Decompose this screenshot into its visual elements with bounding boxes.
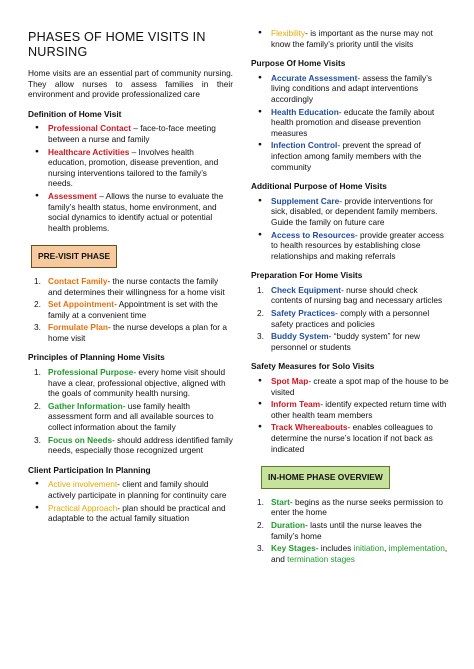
additional-list	[251, 196, 451, 262]
term: Focus on Needs	[48, 434, 113, 445]
term-desc: - prevent the spread of infection among family members with the community	[271, 140, 422, 172]
term: Professional Contact	[48, 123, 131, 134]
term-desc: - plan should be practical and adaptable to the actual family situation	[48, 502, 226, 524]
term-desc: – Involves health education, promotion, disease prevention, and nursing interventions tailored to the family’s needs.	[48, 146, 219, 189]
term: Formulate Plan	[48, 322, 108, 333]
term-desc: - “buddy system” for new personnel or students	[271, 331, 420, 352]
term: Supplement Care	[271, 195, 340, 206]
term: Safety Practices	[271, 308, 336, 319]
term: Accurate Assessment	[271, 72, 358, 83]
stage-implementation: implementation	[388, 543, 445, 554]
definition-list	[28, 123, 233, 233]
principles-heading: Principles of Planning Home Visits	[28, 352, 165, 363]
term-desc: - use family health assessment form and all available sources to collect information about the family	[48, 400, 214, 433]
list-item: 1. Professional Purpose- every home visit should have a clear, professional objective, aligned with the goals of community health nursing.	[34, 367, 226, 399]
list-item: 1. Contact Family- the nurse contacts the family and determines their willingness for a home visit	[34, 275, 225, 297]
left-column	[28, 0, 233, 526]
term: Key Stages	[271, 543, 316, 554]
term: Check Equipment	[271, 284, 342, 295]
term-desc: - create a spot map of the house to be visited	[271, 376, 449, 397]
term: Assessment	[48, 190, 97, 201]
additional-heading: Additional Purpose of Home Visits	[251, 181, 387, 192]
list-item	[251, 422, 451, 454]
list-item	[251, 376, 451, 397]
list-item	[28, 191, 233, 233]
term-desc: - nurse should check contents of nursing bag and necessary articles	[271, 284, 443, 306]
term-desc: - Appointment is set with the family at a convenient time	[48, 299, 218, 320]
term: Buddy System	[271, 331, 329, 342]
definition-heading: Definition of Home Visit	[28, 108, 122, 119]
safety-list	[251, 376, 451, 454]
list-item	[251, 28, 451, 49]
participation-heading: Client Participation In Planning	[28, 464, 151, 475]
term: Professional Purpose	[48, 367, 134, 378]
purpose-list	[251, 73, 451, 172]
list-item	[28, 147, 233, 189]
list-item: 2. Duration- lasts until the nurse leaves the family’s home	[257, 519, 422, 541]
list-item: 1. Start- begins as the nurse seeks permission to enter the home	[257, 496, 444, 518]
term-desc: - identify expected return time with other health team members	[271, 399, 447, 420]
term-desc: - educate the family about health promotion and disease prevention measures	[271, 106, 435, 138]
in-home-phase-label: IN-HOME PHASE OVERVIEW	[261, 466, 390, 489]
term-desc: - enables colleagues to determine the nurse’s location if not back as indicated	[271, 422, 433, 454]
document-title: PHASES OF HOME VISITS IN NURSING	[28, 30, 206, 59]
stage-initiation: initiation	[353, 543, 385, 554]
in-home-list	[251, 497, 451, 565]
list-item	[28, 503, 233, 524]
term-desc: - every home visit should have a clear, professional objective, aligned with the goals of community health nursing.	[48, 367, 226, 399]
pre-visit-phase-label: PRE-VISIT PHASE	[31, 245, 117, 268]
term: Infection Control	[271, 140, 338, 151]
list-item: 2. Set Appointment- Appointment is set with the family at a convenient time	[34, 299, 218, 320]
term-desc: - the nurse develops a plan for a home visit	[48, 322, 227, 343]
purpose-heading: Purpose Of Home Visits	[251, 58, 346, 69]
separator: ,	[384, 543, 389, 554]
participation-list	[28, 479, 233, 523]
flexibility-list	[251, 28, 451, 49]
list-item: 2. Safety Practices- comply with a personnel safety practices and policies	[257, 308, 430, 329]
term: Duration	[271, 519, 306, 530]
safety-heading: Safety Measures for Solo Visits	[251, 361, 375, 372]
list-item: 2. Gather Information- use family health assessment form and all available sources to collect information about the family	[34, 400, 214, 433]
list-item	[251, 196, 451, 228]
term-desc: - the nurse contacts the family and determines their willingness for a home visit	[48, 275, 225, 297]
list-item: 1. Check Equipment- nurse should check contents of nursing bag and necessary articles	[257, 284, 443, 306]
list-item	[251, 399, 451, 420]
list-item	[251, 230, 451, 262]
term-desc: - includes	[315, 543, 354, 554]
list-item	[28, 479, 233, 500]
term-desc: - client and family should actively participate in planning for continuity care	[48, 479, 227, 500]
stage-termination: termination stages	[287, 553, 355, 564]
list-item: 3. Key Stages- includes initiation, implementation, and termination stages	[257, 543, 448, 564]
term: Track Whereabouts	[271, 422, 348, 433]
term: Gather Information	[48, 400, 123, 411]
intro-paragraph: Home visits are an essential part of community nursing. They allow nurses to assess families in their environment and provide professionalized care	[28, 68, 233, 100]
term-desc: – face-to-face meeting between a nurse and family	[48, 123, 216, 144]
term-desc: - is important as the nurse may not know the family’s priority until the visits	[271, 28, 433, 49]
term: Health Education	[271, 106, 339, 117]
term: Contact Family	[48, 275, 108, 286]
preparation-heading: Preparation For Home Visits	[251, 270, 363, 281]
term: Access to Resources	[271, 229, 355, 240]
list-item: 3. Formulate Plan- the nurse develops a plan for a home visit	[34, 322, 227, 343]
term: Spot Map	[271, 376, 309, 387]
term: Healthcare Activities	[48, 146, 130, 157]
term: Flexibility	[271, 28, 306, 38]
term-desc: - begins as the nurse seeks permission to enter the home	[271, 496, 444, 518]
list-item	[28, 123, 233, 144]
principles-list	[28, 367, 233, 456]
term: Inform Team	[271, 399, 321, 410]
term: Start	[271, 496, 290, 507]
term: Active involvement	[48, 479, 118, 490]
term-desc: – Allows the nurse to evaluate the family’s health status, home environment, and social dynamics to identify actual or potential health problems.	[48, 190, 224, 233]
term-desc: - assess the family’s living conditions and adapt interventions accordingly	[271, 72, 432, 104]
right-column	[251, 28, 451, 566]
list-item	[251, 140, 451, 172]
term-desc: - should address identified family needs, especially those recognized urgent	[48, 434, 233, 456]
list-item	[251, 107, 451, 139]
term: Set Appointment	[48, 299, 115, 310]
list-item: 3. Focus on Needs- should address identified family needs, especially those recognized urgent	[34, 434, 233, 456]
preparation-list	[251, 285, 451, 353]
term-desc: - comply with a personnel safety practices and policies	[271, 308, 430, 329]
term-desc: - provide greater access to health resources by establishing close relationships and making referrals	[271, 229, 444, 261]
separator: , and	[271, 543, 448, 564]
term: Practical Approach	[48, 502, 118, 513]
term-desc: - provide interventions for sick, disabled, or dependent family members. Guide the family on future care	[271, 195, 438, 227]
list-item: 3. Buddy System- “buddy system” for new personnel or students	[257, 331, 420, 352]
pre-visit-list	[28, 276, 233, 344]
term-desc: - lasts until the nurse leaves the family’s home	[271, 519, 422, 541]
list-item	[251, 73, 451, 105]
